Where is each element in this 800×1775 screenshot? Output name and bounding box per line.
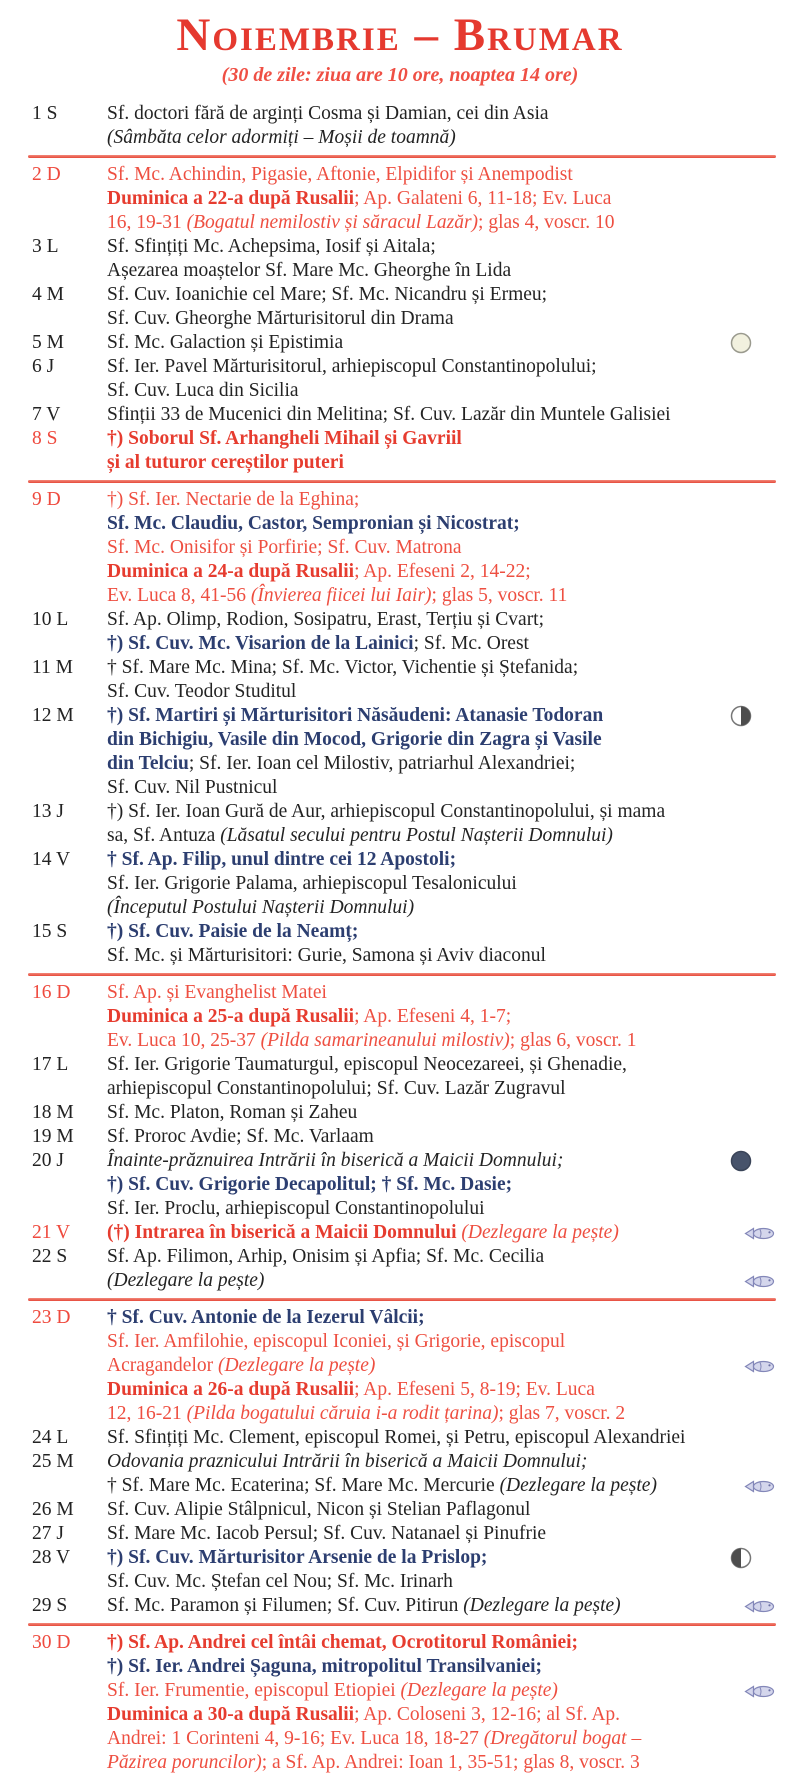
calendar-text-line <box>107 488 778 512</box>
saints-text: Înainte-prăznuirea Intrării în biserică a Maicii Domnului; <box>107 1150 564 1171</box>
calendar-day-row <box>0 848 800 920</box>
calendar-text-line <box>107 776 778 800</box>
saints-text: (Sâmbăta celor adormiți – Moșii de toamnă) <box>107 127 456 148</box>
new-moon-icon <box>730 1150 752 1172</box>
day-content <box>107 848 800 920</box>
calendar-text-line <box>107 1426 778 1450</box>
day-label: 17 L <box>32 1054 69 1075</box>
calendar-text-line <box>107 800 778 824</box>
saints-text: Sf. Ier. Frumentie, episcopul Etiopiei (Dezlegare la pește) <box>107 1680 558 1701</box>
day-label: 4 M <box>32 284 64 305</box>
day-label: 5 M <box>32 332 64 353</box>
sunday-separator <box>28 155 776 158</box>
calendar-text-line <box>107 1053 778 1077</box>
calendar-text-line <box>107 307 778 331</box>
day-label: 3 L <box>32 236 59 257</box>
fish-icon <box>738 1479 776 1494</box>
day-content <box>107 1498 800 1522</box>
calendar-day-row <box>0 1053 800 1101</box>
calendar-text-line <box>107 1354 778 1378</box>
day-label: 13 J <box>32 801 64 822</box>
saints-text: Sf. Cuv. Nil Pustnicul <box>107 777 278 798</box>
calendar-day-row <box>0 656 800 704</box>
calendar-text-line <box>107 1330 778 1354</box>
saints-text: Sf. Cuv. Alipie Stâlpnicul, Nicon și Stelian Paflagonul <box>107 1499 531 1520</box>
saints-text: Duminica a 22-a după Rusalii; Ap. Galateni 6, 11-18; Ev. Luca <box>107 188 612 209</box>
calendar-text-line <box>107 1727 778 1751</box>
day-label: 29 S <box>32 1595 68 1616</box>
calendar-text-line <box>107 1306 778 1330</box>
day-content <box>107 1125 800 1149</box>
calendar-text-line <box>107 1197 778 1221</box>
calendar-day-row <box>0 1125 800 1149</box>
saints-text: Sf. doctori fără de arginți Cosma și Damian, cei din Asia <box>107 103 549 124</box>
saints-text: Sf. Ap. și Evanghelist Matei <box>107 982 327 1003</box>
calendar-day-row <box>0 1245 800 1293</box>
calendar-text-line <box>107 1269 778 1293</box>
day-content <box>107 1631 800 1775</box>
calendar-text-line <box>107 608 778 632</box>
saints-text: † Sf. Ap. Filip, unul dintre cei 12 Apostoli; <box>107 849 457 870</box>
calendar-text-line <box>107 872 778 896</box>
calendar-text-line <box>107 1450 778 1474</box>
calendar-text-line <box>107 1751 778 1775</box>
day-content <box>107 704 800 800</box>
saints-text: Odovania praznicului Intrării în biserică a Maicii Domnului; <box>107 1451 588 1472</box>
day-content <box>107 1594 800 1618</box>
calendar-text-line <box>107 752 778 776</box>
calendar-text-line <box>107 536 778 560</box>
calendar-text-line <box>107 981 778 1005</box>
calendar-text-line <box>107 824 778 848</box>
saints-text: † Sf. Mare Mc. Ecaterina; Sf. Mare Mc. Mercurie (Dezlegare la pește) <box>107 1475 657 1496</box>
day-label: 21 V <box>32 1222 71 1243</box>
saints-text: (†) Intrarea în biserică a Maicii Domnului (Dezlegare la pește) <box>107 1222 619 1243</box>
saints-text: †) Soborul Sf. Arhangheli Mihail și Gavriil <box>107 428 462 449</box>
calendar-day-row <box>0 704 800 800</box>
saints-text: Sf. Sfințiți Mc. Achepsima, Iosif și Aitala; <box>107 236 436 257</box>
saints-text: Duminica a 26-a după Rusalii; Ap. Efeseni 5, 8-19; Ev. Luca <box>107 1379 595 1400</box>
calendar-day-row <box>0 235 800 283</box>
calendar-day-row <box>0 1450 800 1498</box>
fish-icon <box>738 1684 776 1699</box>
saints-text: 16, 19-31 (Bogatul nemilostiv și săracul Lazăr); glas 4, voscr. 10 <box>107 212 615 233</box>
saints-text: †) Sf. Martiri și Mărturisitori Năsăudeni: Atanasie Todoran <box>107 705 604 726</box>
day-content <box>107 102 800 150</box>
saints-text: Sf. Mc. și Mărturisitori: Gurie, Samona și Aviv diaconul <box>107 945 546 966</box>
day-label: 12 M <box>32 705 74 726</box>
calendar-text-line <box>107 331 778 355</box>
day-content <box>107 1450 800 1498</box>
calendar-day-row <box>0 1306 800 1426</box>
calendar-day-row <box>0 427 800 475</box>
calendar-text-line <box>107 379 778 403</box>
calendar-text-line <box>107 1570 778 1594</box>
calendar-day-row <box>0 1546 800 1594</box>
calendar-text-line <box>107 896 778 920</box>
saints-text: Andrei: 1 Corinteni 4, 9-16; Ev. Luca 18, 18-27 (Dregătorul bogat – <box>107 1728 642 1749</box>
calendar-text-line <box>107 1125 778 1149</box>
saints-text: Sf. Ap. Filimon, Arhip, Onisim și Apfia; Sf. Mc. Cecilia <box>107 1246 545 1267</box>
saints-text: Sf. Ier. Amfilohie, episcopul Iconiei, și Grigorie, episcopul <box>107 1331 566 1352</box>
last-quarter-moon-icon <box>730 705 752 727</box>
calendar-text-line <box>107 1402 778 1426</box>
day-label: 2 D <box>32 164 61 185</box>
calendar-text-line <box>107 1546 778 1570</box>
calendar-text-line <box>107 126 778 150</box>
day-content <box>107 656 800 704</box>
saints-text: †) Sf. Cuv. Grigorie Decapolitul; † Sf. Mc. Dasie; <box>107 1174 513 1195</box>
saints-text: Păzirea poruncilor); a Sf. Ap. Andrei: Ioan 1, 35-51; glas 8, voscr. 3 <box>107 1752 640 1773</box>
calendar-text-line <box>107 632 778 656</box>
calendar-text-line <box>107 704 778 728</box>
calendar-text-line <box>107 1005 778 1029</box>
saints-text: †) Sf. Cuv. Mc. Visarion de la Lainici; Sf. Mc. Orest <box>107 633 529 654</box>
day-content <box>107 1522 800 1546</box>
calendar-text-line <box>107 1498 778 1522</box>
calendar-text-line <box>107 656 778 680</box>
calendar-text-line <box>107 920 778 944</box>
calendar-text-line <box>107 1594 778 1618</box>
calendar-day-row <box>0 283 800 331</box>
calendar-text-line <box>107 235 778 259</box>
saints-text: †) Sf. Ier. Ioan Gură de Aur, arhiepiscopul Constantinopolului, și mama <box>107 801 666 822</box>
calendar-text-line <box>107 1378 778 1402</box>
saints-text: † Sf. Cuv. Antonie de la Iezerul Vâlcii; <box>107 1307 425 1328</box>
sunday-separator <box>28 973 776 976</box>
saints-text: Sf. Mc. Claudiu, Castor, Sempronian și Nicostrat; <box>107 513 520 534</box>
saints-text: Sf. Mc. Galaction și Epistimia <box>107 332 344 353</box>
calendar-text-line <box>107 1173 778 1197</box>
calendar-day-row <box>0 1498 800 1522</box>
calendar-day-row <box>0 488 800 608</box>
saints-text: (Dezlegare la pește) <box>107 1270 265 1291</box>
saints-text: Duminica a 24-a după Rusalii; Ap. Efeseni 2, 14-22; <box>107 561 531 582</box>
day-content <box>107 1101 800 1125</box>
calendar-day-row <box>0 403 800 427</box>
day-label: 23 D <box>32 1307 71 1328</box>
saints-text: Sf. Mc. Paramon și Filumen; Sf. Cuv. Pitirun (Dezlegare la pește) <box>107 1595 621 1616</box>
calendar-day-row <box>0 1426 800 1450</box>
fish-icon <box>738 1359 776 1374</box>
calendar-text-line <box>107 512 778 536</box>
calendar-text-line <box>107 1522 778 1546</box>
calendar-text-line <box>107 944 778 968</box>
calendar-text-line <box>107 1631 778 1655</box>
day-content <box>107 403 800 427</box>
page-title: Noiembrie – Brumar <box>176 9 624 61</box>
saints-text: Sf. Sfințiți Mc. Clement, episcopul Romei, și Petru, episcopul Alexandriei <box>107 1427 686 1448</box>
calendar-text-line <box>107 102 778 126</box>
day-label: 6 J <box>32 356 55 377</box>
saints-text: Ev. Luca 10, 25-37 (Pilda samarineanului milostiv); glas 6, voscr. 1 <box>107 1030 637 1051</box>
calendar-day-row <box>0 608 800 656</box>
calendar-text-line <box>107 1149 778 1173</box>
calendar-text-line <box>107 355 778 379</box>
saints-text: Sf. Ier. Pavel Mărturisitorul, arhiepiscopul Constantinopolului; <box>107 356 597 377</box>
saints-text: Sf. Mc. Achindin, Pigasie, Aftonie, Elpidifor și Anempodist <box>107 164 573 185</box>
day-label: 1 S <box>32 103 58 124</box>
day-label: 9 D <box>32 489 61 510</box>
day-content <box>107 981 800 1053</box>
calendar-text-line <box>107 560 778 584</box>
saints-text: †) Sf. Ier. Andrei Șaguna, mitropolitul Transilvaniei; <box>107 1656 543 1677</box>
day-content <box>107 1546 800 1594</box>
day-label: 27 J <box>32 1523 64 1544</box>
saints-text: arhiepiscopul Constantinopolului; Sf. Cuv. Lazăr Zugravul <box>107 1078 566 1099</box>
calendar-day-row <box>0 981 800 1053</box>
day-label: 11 M <box>32 657 73 678</box>
full-moon-icon <box>730 332 752 354</box>
fish-icon <box>738 1226 776 1241</box>
calendar-text-line <box>107 680 778 704</box>
calendar-text-line <box>107 1703 778 1727</box>
sunday-separator <box>28 480 776 483</box>
saints-text: Acragandelor (Dezlegare la pește) <box>107 1355 376 1376</box>
calendar-text-line <box>107 283 778 307</box>
saints-text: Sfinții 33 de Mucenici din Melitina; Sf. Cuv. Lazăr din Muntele Galisiei <box>107 404 671 425</box>
day-label: 15 S <box>32 921 68 942</box>
day-content <box>107 608 800 656</box>
saints-text: Sf. Cuv. Teodor Studitul <box>107 681 297 702</box>
page-subtitle: (30 de zile: ziua are 10 ore, noaptea 14 ore) <box>221 64 579 86</box>
calendar-day-row <box>0 163 800 235</box>
saints-text: Sf. Mc. Platon, Roman și Zaheu <box>107 1102 358 1123</box>
day-label: 19 M <box>32 1126 74 1147</box>
sunday-separator <box>28 1623 776 1626</box>
day-content <box>107 800 800 848</box>
calendar-day-row <box>0 102 800 150</box>
day-content <box>107 1149 800 1221</box>
day-label: 10 L <box>32 609 69 630</box>
day-label: 16 D <box>32 982 71 1003</box>
calendar-text-line <box>107 259 778 283</box>
saints-text: Sf. Cuv. Ioanichie cel Mare; Sf. Mc. Nicandru și Ermeu; <box>107 284 548 305</box>
saints-text: Sf. Mare Mc. Iacob Persul; Sf. Cuv. Natanael și Pinufrie <box>107 1523 547 1544</box>
day-content <box>107 1306 800 1426</box>
calendar-text-line <box>107 1221 778 1245</box>
calendar-text-line <box>107 163 778 187</box>
calendar-text-line <box>107 1245 778 1269</box>
saints-text: †) Sf. Cuv. Mărturisitor Arsenie de la Prislop; <box>107 1547 488 1568</box>
day-content <box>107 235 800 283</box>
saints-text: 12, 16-21 (Pilda bogatului căruia i-a rodit țarina); glas 7, voscr. 2 <box>107 1403 626 1424</box>
calendar-text-line <box>107 1655 778 1679</box>
calendar-text-line <box>107 403 778 427</box>
calendar-text-line <box>107 1101 778 1125</box>
saints-text: sa, Sf. Antuza (Lăsatul secului pentru Postul Nașterii Domnului) <box>107 825 613 846</box>
fish-icon <box>738 1274 776 1289</box>
first-quarter-moon-icon <box>730 1547 752 1569</box>
saints-text: Duminica a 25-a după Rusalii; Ap. Efeseni 4, 1-7; <box>107 1006 512 1027</box>
day-content <box>107 427 800 475</box>
calendar-day-row <box>0 355 800 403</box>
calendar-text-line <box>107 848 778 872</box>
day-content <box>107 355 800 403</box>
day-label: 25 M <box>32 1451 74 1472</box>
saints-text: Ev. Luca 8, 41-56 (Învierea fiicei lui Iair); glas 5, voscr. 11 <box>107 585 568 606</box>
calendar-text-line <box>107 584 778 608</box>
day-content <box>107 1221 800 1245</box>
calendar-text-line <box>107 187 778 211</box>
day-label: 18 M <box>32 1102 74 1123</box>
day-content <box>107 163 800 235</box>
saints-text: Sf. Cuv. Gheorghe Mărturisitorul din Drama <box>107 308 454 329</box>
saints-text: †) Sf. Ap. Andrei cel întâi chemat, Ocrotitorul României; <box>107 1632 579 1653</box>
saints-text: Duminica a 30-a după Rusalii; Ap. Coloseni 3, 12-16; al Sf. Ap. <box>107 1704 621 1725</box>
calendar-day-row <box>0 800 800 848</box>
day-label: 24 L <box>32 1427 69 1448</box>
calendar-day-row <box>0 1594 800 1618</box>
day-content <box>107 331 800 355</box>
calendar-text-line <box>107 211 778 235</box>
calendar-day-row <box>0 1221 800 1245</box>
saints-text: și al tuturor cereștilor puteri <box>107 452 344 473</box>
day-label: 30 D <box>32 1632 71 1653</box>
day-label: 28 V <box>32 1547 71 1568</box>
saints-text: Sf. Ier. Grigorie Palama, arhiepiscopul Tesalonicului <box>107 873 517 894</box>
saints-text: Sf. Cuv. Luca din Sicilia <box>107 380 299 401</box>
saints-text: Sf. Proroc Avdie; Sf. Mc. Varlaam <box>107 1126 374 1147</box>
calendar-text-line <box>107 427 778 451</box>
saints-text: din Telciu; Sf. Ier. Ioan cel Milostiv, patriarhul Alexandriei; <box>107 753 576 774</box>
saints-text: Așezarea moaștelor Sf. Mare Mc. Gheorghe în Lida <box>107 260 512 281</box>
fish-icon <box>738 1599 776 1614</box>
calendar-day-row <box>0 920 800 968</box>
day-label: 7 V <box>32 404 61 425</box>
day-content <box>107 283 800 331</box>
saints-text: din Bichigiu, Vasile din Mocod, Grigorie din Zagra și Vasile <box>107 729 602 750</box>
saints-text: Sf. Ier. Grigorie Taumaturgul, episcopul Neocezareei, și Ghenadie, <box>107 1054 627 1075</box>
day-label: 20 J <box>32 1150 64 1171</box>
day-content <box>107 1245 800 1293</box>
saints-text: Sf. Ier. Proclu, arhiepiscopul Constantinopolului <box>107 1198 485 1219</box>
calendar-text-line <box>107 1474 778 1498</box>
saints-text: † Sf. Mare Mc. Mina; Sf. Mc. Victor, Vichentie și Ștefanida; <box>107 657 579 678</box>
sunday-separator <box>28 1298 776 1301</box>
day-label: 22 S <box>32 1246 68 1267</box>
calendar-text-line <box>107 1679 778 1703</box>
saints-text: Sf. Ap. Olimp, Rodion, Sosipatru, Erast, Terțiu și Cvart; <box>107 609 545 630</box>
saints-text: Sf. Mc. Onisifor și Porfirie; Sf. Cuv. Matrona <box>107 537 462 558</box>
saints-text: †) Sf. Cuv. Paisie de la Neamț; <box>107 921 359 942</box>
saints-text: (Începutul Postului Nașterii Domnului) <box>107 897 415 918</box>
day-content <box>107 488 800 608</box>
day-content <box>107 1053 800 1101</box>
calendar-day-row <box>0 1149 800 1221</box>
calendar-text-line <box>107 451 778 475</box>
saints-text: †) Sf. Ier. Nectarie de la Eghina; <box>107 489 360 510</box>
calendar-text-line <box>107 1029 778 1053</box>
calendar-day-row <box>0 1631 800 1775</box>
day-content <box>107 920 800 968</box>
day-content <box>107 1426 800 1450</box>
calendar-day-row <box>0 331 800 355</box>
calendar-text-line <box>107 728 778 752</box>
calendar-list <box>0 102 800 1775</box>
calendar-day-row <box>0 1101 800 1125</box>
saints-text: Sf. Cuv. Mc. Ștefan cel Nou; Sf. Mc. Irinarh <box>107 1571 453 1592</box>
calendar-text-line <box>107 1077 778 1101</box>
day-label: 14 V <box>32 849 71 870</box>
day-label: 8 S <box>32 428 58 449</box>
day-label: 26 M <box>32 1499 74 1520</box>
calendar-day-row <box>0 1522 800 1546</box>
